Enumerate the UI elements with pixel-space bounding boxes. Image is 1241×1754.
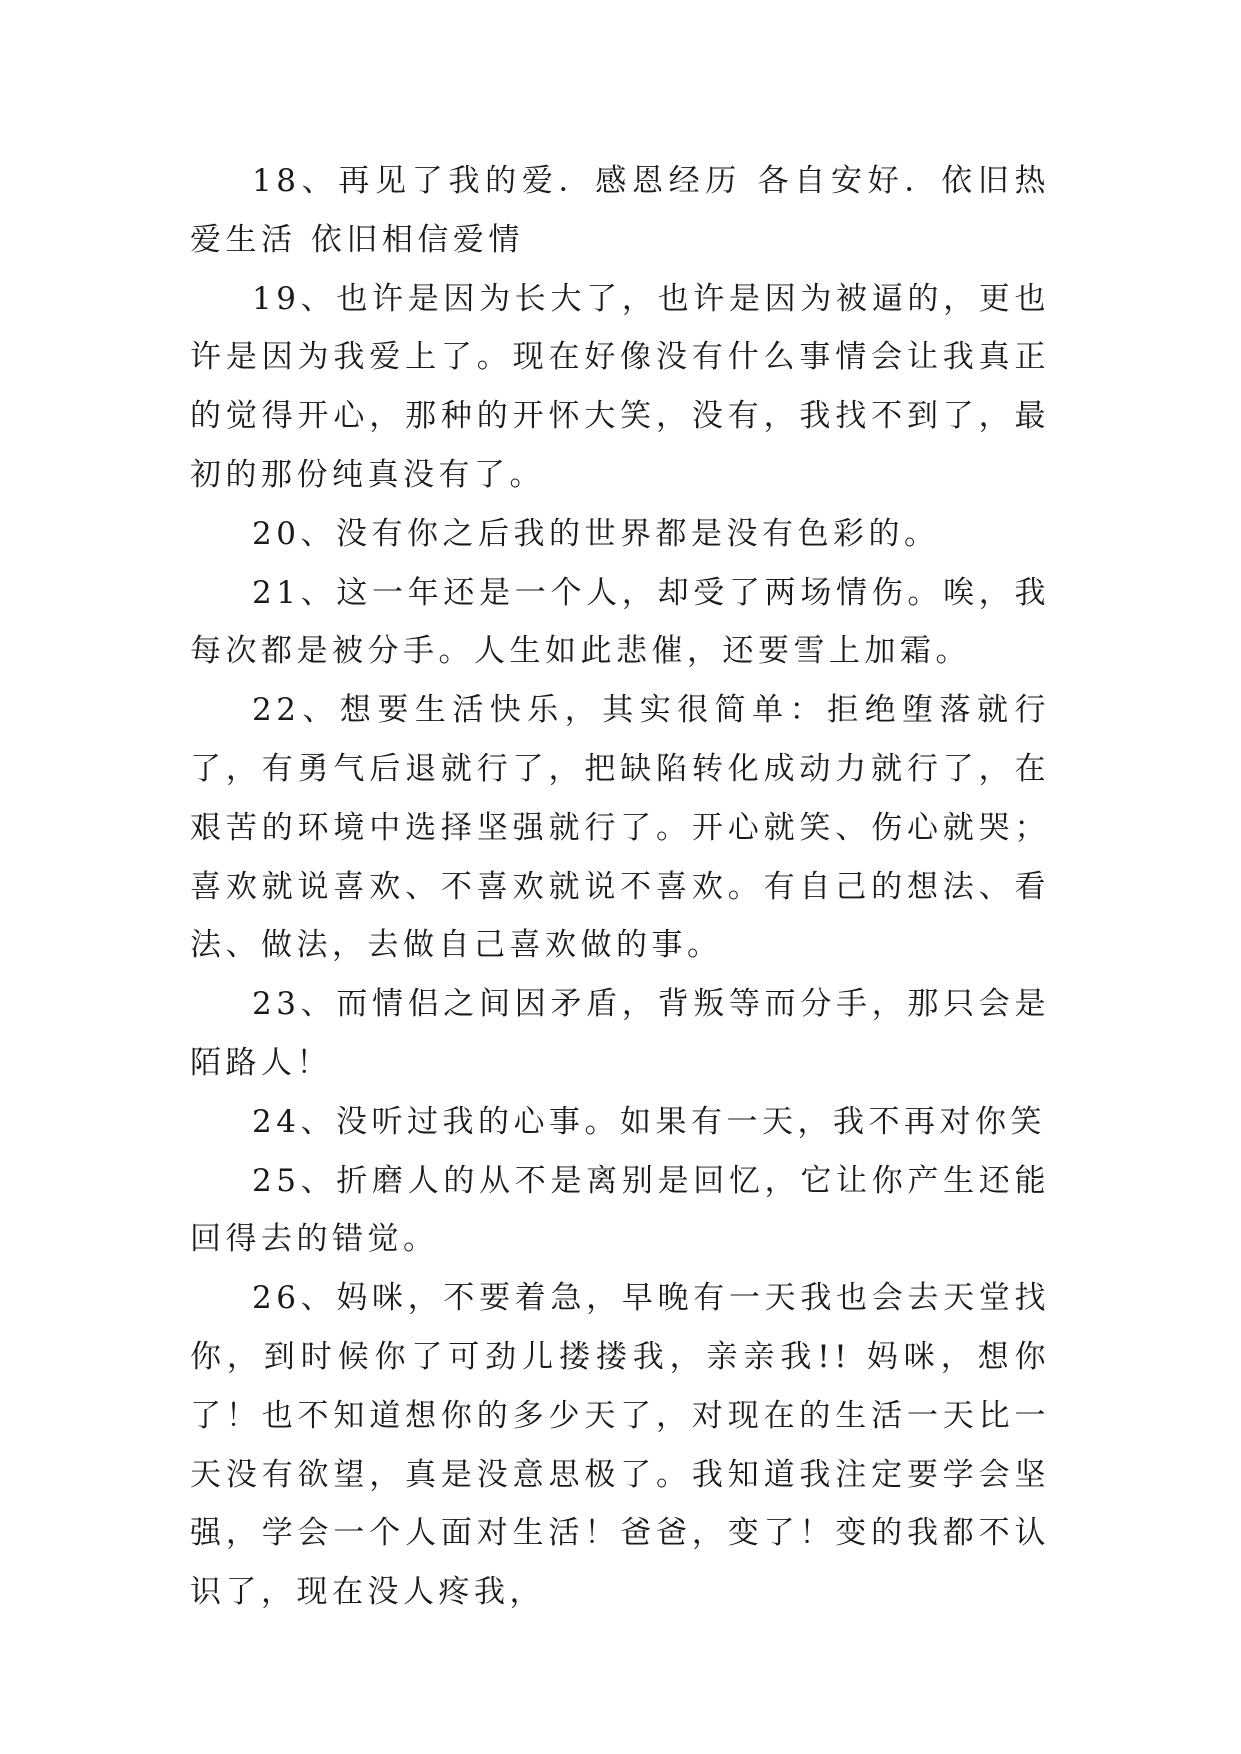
paragraph-22: 22、想要生活快乐，其实很简单：拒绝堕落就行了，有勇气后退就行了，把缺陷转化成动力就行了，在艰苦的环境中选择坚强就行了。开心就笑、伤心就哭；喜欢就说喜欢、不喜欢就说不喜欢。有自己的想法、看法、做法，去做自己喜欢做的事。 (190, 692, 1050, 964)
paragraph-18: 18、再见了我的爱．感恩经历 各自安好．依旧热爱生活 依旧相信爱情 (190, 163, 1050, 258)
paragraph-20: 20、没有你之后我的世界都是没有色彩的。 (252, 515, 940, 552)
paragraph-21: 21、这一年还是一个人，却受了两场情伤。唉，我每次都是被分手。人生如此悲催，还要雪上加霜。 (190, 574, 1050, 670)
paragraph-23: 23、而情侣之间因矛盾，背叛等而分手，那只会是陌路人！ (190, 986, 1050, 1081)
paragraph-24: 24、没听过我的心事。如果有一天，我不再对你笑 (252, 1103, 1046, 1140)
paragraph-19: 19、也许是因为长大了，也许是因为被逼的，更也许是因为我爱上了。现在好像没有什么事情会让我真正的觉得开心，那种的开怀大笑，没有，我找不到了，最初的那份纯真没有了。 (190, 280, 1050, 493)
paragraph-26: 26、妈咪，不要着急，早晚有一天我也会去天堂找你，到时候你了可劲儿搂搂我，亲亲我!! 妈咪，想你了！也不知道想你的多少天了，对现在的生活一天比一天没有欲望，真是没意思极了。我知道我注定要学会坚强，学会一个人面对生活！爸爸，变了！变的我都不认识了，现在没人疼我， (190, 1280, 1050, 1611)
document-body (190, 152, 1050, 1622)
paragraph-25: 25、折磨人的从不是离别是回忆，它让你产生还能回得去的错觉。 (190, 1162, 1050, 1258)
